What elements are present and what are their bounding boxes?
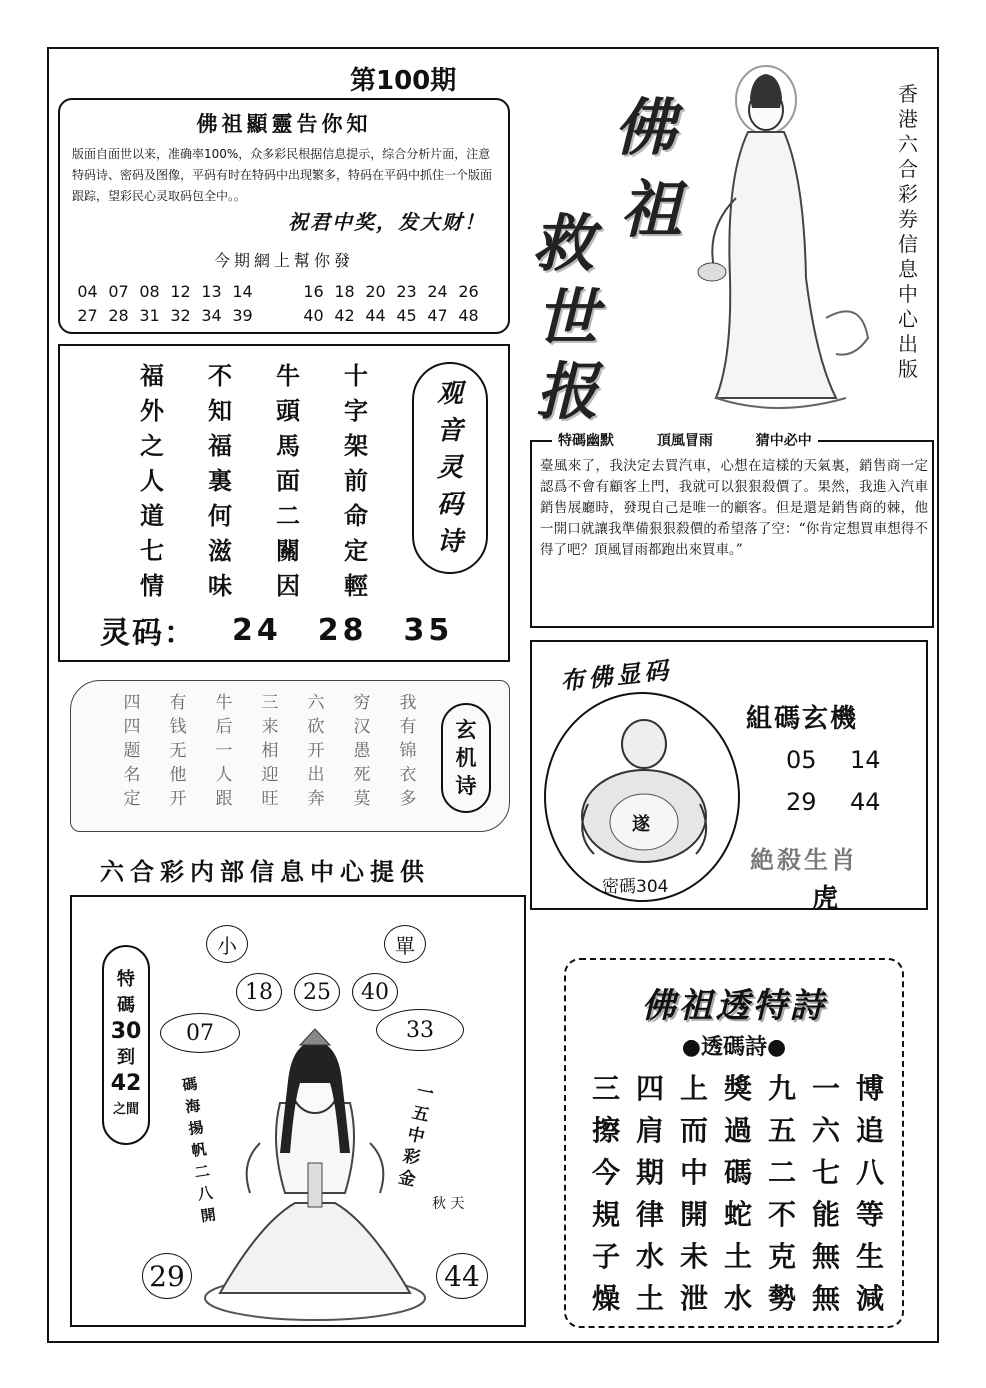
special-code-between: 之間 [112,1102,139,1117]
spirit-code: 24 [232,612,282,648]
poem-char: 迎 [261,765,279,785]
oval-char: 音 [436,415,463,446]
poem-char: 過 [723,1114,752,1147]
poem-char: 题 [123,741,141,761]
title-char: 佛 [614,91,677,164]
lottery-number: 07 [108,282,129,301]
poem-char: 味 [208,571,232,600]
poem-char: 六 [307,693,325,713]
laughing-buddha-illustration [564,704,724,864]
spirit-codes-label: 灵码： [100,616,196,651]
special-code-to: 42 [110,1071,142,1096]
lottery-number: 08 [139,282,160,301]
lottery-number: 14 [232,282,253,301]
lottery-number: 28 [108,306,129,325]
lottery-number: 18 [334,282,355,301]
issue-number: 第100期 [350,66,457,96]
publisher-char: 合 [898,157,918,181]
lottery-number: 16 [303,282,324,301]
poem-char: 今 [591,1156,620,1189]
poem-char: 道 [140,501,164,530]
guanyin-image-box [70,895,526,1327]
poem-char: 等 [855,1198,884,1231]
poem-char: 牛 [215,693,233,713]
poem-char: 馬 [276,431,300,460]
buddha-poem-grid [584,1068,892,1320]
lottery-number: 32 [170,306,191,325]
poem-char: 名 [123,765,141,785]
poem-char: 定 [123,789,141,809]
combo-title: 組碼玄機 [746,704,859,734]
poem-char: 八 [855,1156,884,1189]
oval-char: 观 [436,378,463,409]
numbers-row-1-right [298,282,484,301]
poem-char: 泄 [679,1282,708,1315]
poem-char: 減 [855,1282,884,1315]
poem-char: 因 [276,571,300,600]
poem-char: 无 [169,741,187,761]
number-circle: 40 [352,973,398,1011]
poem-char: 穷 [353,693,371,713]
poem-char: 肩 [635,1114,664,1147]
provider-line: 六合彩内部信息中心提供 [100,857,430,886]
spirit-code: 28 [317,612,368,648]
oval-char: 机 [455,745,477,770]
poem-char: 四 [123,717,141,737]
lottery-number: 04 [77,282,98,301]
poem-char: 衣 [399,765,417,785]
publisher-char: 中 [898,282,918,306]
kill-zodiac-label: 絶殺生肖 [750,845,858,874]
poem-char: 頭 [276,396,300,425]
poem-char: 命 [344,501,368,530]
poem-char: 而 [679,1114,708,1147]
poem-char: 碼 [723,1156,752,1189]
poem-char: 跟 [215,789,233,809]
mystic-poem-oval [441,703,491,813]
story-text: 臺風來了，我決定去買汽車，心想在這樣的天氣裏，銷售商一定認爲不會有顧客上門，我就可以狠狠殺價了。果然，我進入汽車銷售展廳時，發現自己是唯一的顧客。但是還是銷售商的棘，他一開口就讓我準備狠狠殺價的希望落了空：“你肯定想買車想得不得了吧？頂風冒雨都跑出來買車。” [540,458,928,558]
lottery-number: 34 [201,306,222,325]
lottery-number: 20 [365,282,386,301]
buddha-poem-title: 佛祖透特詩 [641,986,827,1026]
poem-char: 砍 [307,717,325,737]
publisher-char: 彩 [898,182,918,206]
notice-slogan: 祝君中奖，发大财！ [288,210,486,234]
story-header [552,430,818,450]
poem-char: 外 [140,396,164,425]
poem-char: 追 [855,1114,884,1147]
oval-char: 灵 [436,452,463,483]
lottery-number: 12 [170,282,191,301]
poem-char: 律 [635,1198,664,1231]
oval-char: 诗 [436,526,463,557]
poem-char: 勢 [767,1282,796,1315]
vertical-char: 中 [405,1124,427,1148]
mystic-poem-scroll [70,680,510,832]
poem-char: 定 [344,536,368,565]
right-vertical-tail: 秋 天 [432,1196,465,1212]
buddha-oval [544,692,740,902]
lottery-number: 44 [365,306,386,325]
poem-char: 關 [276,536,300,565]
poem-char: 七 [811,1156,840,1189]
publisher-char: 版 [898,357,918,381]
title-char: 报 [536,355,599,428]
publisher-char: 心 [898,307,918,331]
spirit-code: 35 [403,612,454,648]
vertical-char: 八 [196,1183,214,1204]
story-head-title: 頂風冒雨 [656,433,713,449]
poem-char: 無 [811,1282,840,1315]
vertical-char: 五 [410,1102,431,1127]
poem-char: 情 [140,571,164,600]
small-badge: 小 [206,925,248,963]
publisher-char: 券 [898,207,918,231]
buddha-arc-text: 布佛显码 [559,655,674,696]
poem-char: 水 [723,1282,752,1315]
lottery-number: 26 [458,282,479,301]
poem-char: 我 [399,693,417,713]
publisher-char: 港 [898,107,918,131]
number-circle: 25 [294,973,340,1011]
poem-char: 有 [169,693,187,713]
combo-number: 44 [850,788,881,816]
poem-char: 开 [307,741,325,761]
poem-char: 四 [635,1072,664,1105]
poem-char: 博 [855,1072,884,1105]
lottery-number: 13 [201,282,222,301]
lottery-number: 27 [77,306,98,325]
laughing-buddha-box [530,640,928,914]
number-oval-right: 33 [376,1009,464,1051]
poem-char: 愚 [353,741,371,761]
lottery-number: 39 [232,306,253,325]
poem-char: 后 [215,717,233,737]
numbers-row-1-left [72,282,258,301]
poem-char: 莫 [353,789,371,809]
buddha-seal-char: 遂 [632,814,650,835]
publisher-vertical [895,82,921,382]
oval-char: 码 [436,489,463,520]
poem-char: 人 [215,765,233,785]
number-oval-left: 07 [160,1013,240,1053]
numbers-row-2-right [298,306,484,325]
publisher-char: 信 [898,232,918,256]
poem-char: 五 [767,1114,796,1147]
spirit-codes [100,608,453,652]
poem-char: 七 [140,536,164,565]
publisher-char: 香 [898,82,918,106]
title-char: 祖 [620,173,683,246]
poem-char: 規 [591,1198,620,1231]
poem-char: 架 [344,431,368,460]
combo-number: 29 [786,788,817,816]
poem-char: 能 [811,1198,840,1231]
poem-char: 不 [767,1198,796,1231]
special-code-from: 30 [110,1019,142,1044]
vertical-char: 一 [414,1081,436,1105]
vertical-char: 海 [184,1096,202,1117]
special-code-to-label: 到 [117,1047,135,1068]
guanyin-poem-box [58,344,510,662]
poem-char: 期 [635,1156,664,1189]
oval-char: 诗 [455,773,477,798]
poem-char: 开 [169,789,187,809]
poem-char: 锦 [399,741,417,761]
vertical-char: 開 [199,1205,217,1226]
notice-subtitle: 今期網上幫你發 [213,251,354,270]
poem-char: 燥 [591,1282,620,1315]
bottom-right-number: 44 [436,1253,488,1299]
poem-char: 裏 [208,466,232,495]
poem-char: 上 [679,1072,708,1105]
seated-guanyin-illustration [200,1023,430,1323]
lottery-humor-box [530,433,934,628]
poem-char: 二 [276,501,300,530]
poem-char: 水 [635,1240,664,1273]
standing-guanyin-illustration [686,58,876,428]
lottery-number: 45 [396,306,417,325]
notice-paragraph: 版面自面世以来，准确率100%，众多彩民根据信息提示，综合分析片面，注意特码诗、密码及图像，平码有时在特码中出现繁多，特码在平码中抓住一个版面跟踪，望彩民心灵取码包全中。。 [72,147,493,203]
poem-char: 九 [767,1072,796,1105]
poem-char: 人 [140,466,164,495]
poem-char: 四 [123,693,141,713]
lottery-number: 42 [334,306,355,325]
poem-char: 出 [307,765,325,785]
notice-title: 佛祖顯靈告你知 [196,111,372,136]
poem-char: 獎 [723,1072,752,1105]
poem-char: 奔 [307,789,325,809]
poem-char: 一 [215,741,233,761]
buddha-poem-subtitle: ●透碼詩● [681,1034,787,1060]
lottery-number: 47 [427,306,448,325]
poem-char: 知 [208,396,232,425]
oval-char: 玄 [455,717,477,742]
special-code-label: 碼 [117,995,135,1016]
guanyin-poem-grid [118,358,390,603]
publisher-char: 六 [898,132,918,156]
vertical-char: 彩 [401,1145,422,1170]
poem-char: 土 [723,1240,752,1273]
vertical-char: 帆 [190,1140,208,1160]
vertical-char: 二 [193,1161,211,1182]
number-circle: 18 [236,973,282,1011]
bottom-left-number: 29 [142,1253,192,1299]
single-badge: 單 [384,925,426,963]
poem-char: 死 [353,765,371,785]
poem-char: 汉 [353,717,371,737]
poem-char: 二 [767,1156,796,1189]
poem-char: 他 [169,765,187,785]
poem-char: 生 [855,1240,884,1273]
special-code-oval [102,945,150,1145]
poem-char: 開 [679,1198,708,1231]
poem-char: 土 [635,1282,664,1315]
secret-code: 密碼304 [602,877,669,897]
publisher-char: 息 [898,257,918,281]
lottery-number: 31 [139,306,160,325]
kill-zodiac-value: 虎 [812,884,839,914]
title-char: 世 [536,281,599,354]
mystic-poem-grid [109,691,431,811]
vertical-char: 揚 [187,1118,205,1139]
publisher-char: 出 [898,332,918,356]
lottery-number: 23 [396,282,417,301]
vertical-char: 金 [396,1167,418,1191]
poem-char: 多 [399,789,417,809]
poem-char: 字 [344,396,368,425]
poem-char: 福 [208,431,232,460]
poem-char: 何 [208,501,232,530]
poem-char: 子 [591,1240,620,1273]
poem-char: 之 [140,431,164,460]
vertical-char: 碼 [181,1074,199,1095]
poem-char: 不 [208,361,232,390]
poem-char: 滋 [208,536,232,565]
poem-char: 十 [344,361,368,390]
title-char: 救 [532,207,595,280]
poem-char: 未 [679,1240,708,1273]
poem-char: 三 [591,1072,620,1105]
poem-char: 無 [811,1240,840,1273]
poem-char: 福 [140,361,164,390]
poem-char: 相 [261,741,279,761]
poem-char: 面 [276,466,300,495]
buddha-notice-box [58,98,510,334]
numbers-row-2-left [72,306,258,325]
poem-char: 来 [261,717,279,737]
poem-char: 牛 [276,361,300,390]
story-head-right: 猜中必中 [755,433,812,449]
poem-char: 六 [811,1114,840,1147]
poem-char: 中 [679,1156,708,1189]
combo-number: 14 [850,746,881,774]
poem-char: 輕 [344,571,368,600]
story-head-left: 特碼幽默 [558,433,614,449]
poem-char: 克 [767,1240,796,1273]
lottery-number: 40 [303,306,324,325]
poem-char: 前 [344,466,368,495]
poem-char: 一 [811,1072,840,1105]
poem-char: 钱 [169,717,187,737]
poem-char: 旺 [261,789,279,809]
poem-char: 擦 [591,1114,620,1147]
poem-char: 蛇 [723,1198,752,1231]
buddha-poem-box [564,958,904,1328]
lottery-number: 24 [427,282,448,301]
special-code-label: 特 [117,969,135,990]
lottery-number: 48 [458,306,479,325]
guanyin-poem-oval [412,362,488,574]
poem-char: 三 [261,693,279,713]
poem-char: 有 [399,717,417,737]
combo-number: 05 [786,746,817,774]
